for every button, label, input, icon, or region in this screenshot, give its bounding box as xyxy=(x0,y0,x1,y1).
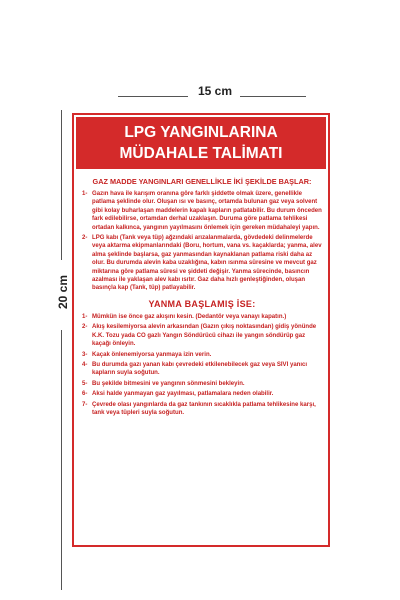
section1-item-text: LPG kabı (Tank veya tüp) ağzındaki arızalanmalarda, gövdedeki delinmelerde veya aktarma ekipmanlarındaki (Boru, hortum, vana vs. kaçaklarda; yanma, alev alma şeklinde başlarsa, gaz yanmasından kaynaklanan patlama riski daha az olur. Bu durumda alevin kaba uzaklığına, kabın ısınma süresine ve mevcut gaz miktarına göre patlama süresi ve şiddeti değişir. Yanma sürecinde, basıncın azalması ile yaklaşan alev kabı ısıtır. Gaz daha hızlı genleştiğinden, oluşan basınçla kap (Tank, tüp) patlayabilir. xyxy=(92,235,322,292)
section2-item-number: 1- xyxy=(82,313,88,320)
section2-item xyxy=(82,361,322,378)
section2-item-text: Bu durumda gazı yanan kabı çevredeki etkilenebilecek gaz veya SIVI yanıcı kapların suyla soğutun. xyxy=(92,361,308,377)
section1-item-text: Gazın hava ile karışım oranına göre farklı şiddette olmak üzere, genellikle patlama şeklinde olur. Oluşan ısı ve basınç, ortamda bulunan gaz veya solvent gibi kolay buharlaşan maddelerin kapalı kapların patlatabilir. Bu durum önceden fark edilebilirse, ortamdan derhal uzaklaşın. Duruma göre patlama tehlikesi ortadan kalkınca, yangının yayılmasını önlemek için gereken müdahaleyi yapın. xyxy=(92,191,322,231)
section2-title: YANMA BAŞLAMIŞ İSE: xyxy=(148,298,256,309)
section2-item xyxy=(82,323,322,348)
section2-item-number: 6- xyxy=(82,391,88,398)
section2-item-text: Mümkün ise önce gaz akışını kesin. (Dedantör veya vanayı kapatın.) xyxy=(92,313,287,320)
section1-item xyxy=(82,234,322,293)
sign-body xyxy=(82,175,322,419)
instruction-sign xyxy=(72,113,330,547)
sign-header xyxy=(76,117,326,169)
section2-item-number: 5- xyxy=(82,380,88,387)
section2-item xyxy=(82,390,322,398)
section2-item-text: Kaçak önlenemiyorsa yanmaya izin verin. xyxy=(92,351,212,358)
section1-item-number: 1- xyxy=(82,191,88,197)
width-dimension-line-right xyxy=(240,96,306,97)
sign-title-line1: LPG YANGINLARINA xyxy=(124,124,278,141)
section1-item xyxy=(82,190,322,232)
section1-list xyxy=(82,190,322,293)
section2-item-text: Bu şekilde bitmesini ve yangının sönmesini bekleyin. xyxy=(92,380,245,387)
width-dimension xyxy=(118,84,306,98)
section2-item xyxy=(82,351,322,359)
height-dimension xyxy=(52,110,72,600)
section2-item-number: 4- xyxy=(82,361,88,368)
section2-item-number: 7- xyxy=(82,401,88,408)
height-dimension-line-top xyxy=(61,110,62,260)
section1-title: GAZ MADDE YANGINLARI GENELLİKLE İKİ ŞEKİLDE BAŞLAR: xyxy=(92,177,312,186)
section2-item-text: Aksi halde yanmayan gaz yayılması, patlamalara neden olabilir. xyxy=(92,391,274,398)
height-dimension-line-bottom xyxy=(61,330,62,590)
height-dimension-label: 20 cm xyxy=(56,274,70,310)
width-dimension-line-left xyxy=(118,96,188,97)
section2-item xyxy=(82,401,322,418)
section2-item-number: 2- xyxy=(82,324,88,331)
section2-item xyxy=(82,313,322,321)
section2-item-number: 3- xyxy=(82,351,88,358)
section2-item xyxy=(82,380,322,388)
section2-item-text: Akış kesilemiyorsa alevin arkasından (Gazın çıkış noktasından) gidiş yönünde K.K. Tozu yada CO gazlı Yangın Söndürücü cihazı ile yangın söndürüp gaz kaçağı önleyin. xyxy=(92,324,317,348)
section2-item-text: Çevrede olası yangınlarda da gaz tankının sıcaklıkla patlama tehlikesine karşı, tank veya tüpleri suyla soğutun. xyxy=(92,401,316,416)
sign-title-line2: MÜDAHALE TALİMATI xyxy=(119,145,283,162)
section1-item-number: 2- xyxy=(82,235,88,242)
section2-list xyxy=(82,313,322,417)
width-dimension-label: 15 cm xyxy=(197,84,233,98)
